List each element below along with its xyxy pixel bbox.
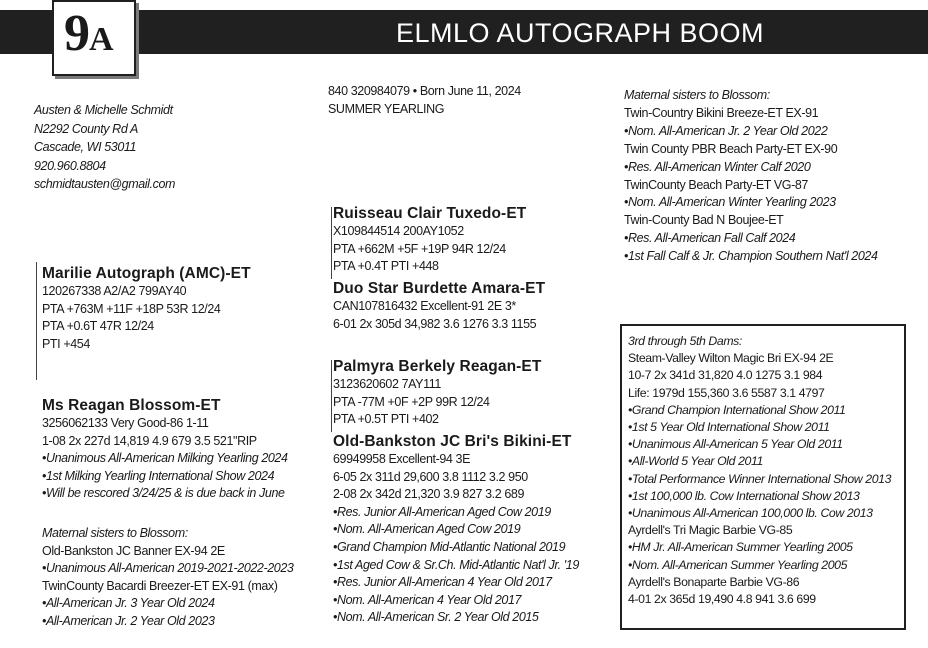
- ancestor-dam-name: Ayrdell's Bonaparte Barbie VG-86: [628, 574, 800, 589]
- lot-number-suffix: A: [89, 21, 113, 58]
- dam-dam-award: •Nom. All-American 4 Year Old 2017: [333, 592, 522, 607]
- ancestor-dams-block: [628, 333, 891, 608]
- registration-birthdate: 840 320984079 • Born June 11, 2024: [328, 84, 521, 98]
- sister-note: •1st Fall Calf & Jr. Champion Southern Nat'l 2024: [624, 249, 878, 264]
- title-bar: [0, 10, 928, 54]
- sire-dam-block: [333, 279, 545, 333]
- ancestor-dam-award: •Total Performance Winner International Show 2013: [628, 471, 892, 486]
- page-title: ELMLO AUTOGRAPH BOOM: [395, 18, 765, 48]
- owner-line: Cascade, WI 53011: [34, 140, 137, 155]
- sire-block: [42, 264, 251, 353]
- ancestor-dam-award: •1st 100,000 lb. Cow International Show 2013: [628, 488, 860, 503]
- dam-sire-line: 3123620602 7AY111: [333, 377, 441, 391]
- dam-award: •Will be rescored 3/24/25 & is due back in June: [42, 486, 285, 501]
- owner-info: [34, 101, 175, 194]
- ancestor-dams-heading: 3rd through 5th Dams:: [628, 334, 742, 348]
- dam-award: •1st Milking Yearling International Show 2024: [42, 468, 275, 483]
- sire-sire-name: Ruisseau Clair Tuxedo-ET: [333, 205, 527, 222]
- dam-name: Ms Reagan Blossom-ET: [42, 397, 221, 414]
- sire-line: PTI +454: [42, 336, 90, 351]
- dam-sisters-block: [42, 525, 293, 631]
- ancestor-dam-award: •Unanimous All-American 100,000 lb. Cow 2013: [628, 506, 873, 521]
- dam-dam-name: Old-Bankston JC Bri's Bikini-ET: [333, 433, 572, 450]
- sister-note: •Unanimous All-American 2019-2021-2022-2023: [42, 561, 294, 576]
- sister-note: •Res. All-American Fall Calf 2024: [624, 231, 796, 246]
- ancestor-dam-award: •Nom. All-American Summer Yearling 2005: [628, 557, 848, 572]
- dam-dam-line: 6-05 2x 311d 29,600 3.8 1112 3.2 950: [333, 469, 528, 484]
- dam-dam-award: •Res. Junior All-American Aged Cow 2019: [333, 504, 551, 519]
- blossom-sisters-heading: Maternal sisters to Blossom:: [624, 88, 770, 102]
- dam-dam-block: [333, 432, 579, 627]
- sire-sire-line: X109844514 200AY1052: [333, 224, 464, 238]
- sister-note: •Nom. All-American Jr. 2 Year Old 2022: [624, 123, 828, 138]
- sire-line: 120267338 A2/A2 799AY40: [42, 284, 187, 298]
- dam-dam-line: 2-08 2x 342d 21,320 3.9 827 3.2 689: [333, 487, 525, 502]
- sister-name: TwinCounty Bacardi Breezer-ET EX-91 (max): [42, 578, 278, 593]
- pedigree-bracket-sire-sire: [331, 207, 332, 279]
- sister-name: TwinCounty Beach Party-ET VG-87: [624, 177, 808, 192]
- owner-email: schmidtausten@gmail.com: [34, 177, 176, 192]
- ancestor-dam-award: •Grand Champion International Show 2011: [628, 402, 846, 417]
- lot-number-box: [52, 0, 136, 76]
- ancestor-dam-award: •1st 5 Year Old International Show 2011: [628, 420, 830, 435]
- ancestor-dam-name: Ayrdell's Tri Magic Barbie VG-85: [628, 523, 793, 538]
- ancestor-dam-award: •HM Jr. All-American Summer Yearling 2005: [628, 540, 853, 555]
- sister-note: •All-American Jr. 2 Year Old 2023: [42, 613, 215, 628]
- sister-name: Old-Bankston JC Banner EX-94 2E: [42, 543, 225, 558]
- dam-dam-award: •1st Aged Cow & Sr.Ch. Mid-Atlantic Nat'l Jr. '19: [333, 557, 579, 572]
- dam-line: 1-08 2x 227d 14,819 4.9 679 3.5 521"RIP: [42, 433, 257, 448]
- sire-dam-line: 6-01 2x 305d 34,982 3.6 1276 3.3 1155: [333, 316, 537, 331]
- sister-name: Twin-Country Bikini Breeze-ET EX-91: [624, 105, 819, 120]
- sire-dam-name: Duo Star Burdette Amara-ET: [333, 280, 546, 297]
- dam-sire-name: Palmyra Berkely Reagan-ET: [333, 358, 542, 375]
- pedigree-bracket-dam-sire: [331, 360, 332, 432]
- dam-dam-award: •Res. Junior All-American 4 Year Old 2017: [333, 575, 552, 590]
- sire-sire-block: [333, 204, 526, 276]
- ancestor-dam-name: Steam-Valley Wilton Magic Bri EX-94 2E: [628, 351, 834, 366]
- sister-name: Twin County PBR Beach Party-ET EX-90: [624, 141, 838, 156]
- animal-info: [328, 83, 521, 118]
- sire-line: PTA +0.6T 47R 12/24: [42, 319, 154, 334]
- lot-number: [64, 4, 113, 70]
- ancestor-dam-record: Life: 1979d 155,360 3.6 5587 3.1 4797: [628, 385, 825, 400]
- ancestor-dam-award: •All-World 5 Year Old 2011: [628, 454, 763, 469]
- dam-dam-award: •Grand Champion Mid-Atlantic National 2019: [333, 539, 566, 554]
- dam-dam-award: •Nom. All-American Sr. 2 Year Old 2015: [333, 610, 539, 625]
- sister-note: •All-American Jr. 3 Year Old 2024: [42, 596, 215, 611]
- sire-sire-line: PTA +0.4T PTI +448: [333, 259, 439, 274]
- dam-sire-line: PTA -77M +0F +2P 99R 12/24: [333, 394, 490, 409]
- dam-sire-block: [333, 357, 541, 429]
- ancestor-dam-award: •Unanimous All-American 5 Year Old 2011: [628, 437, 843, 452]
- blossom-sisters-block: [624, 87, 878, 266]
- dam-sire-line: PTA +0.5T PTI +402: [333, 412, 439, 427]
- class-label: SUMMER YEARLING: [328, 101, 445, 116]
- ancestor-dam-record: 10-7 2x 341d 31,820 4.0 1275 3.1 984: [628, 368, 823, 383]
- ancestor-dam-record: 4-01 2x 365d 19,490 4.8 941 3.6 699: [628, 592, 816, 607]
- sire-line: PTA +763M +11F +18P 53R 12/24: [42, 301, 221, 316]
- sire-dam-line: CAN107816432 Excellent-91 2E 3*: [333, 299, 516, 313]
- dam-sisters-heading: Maternal sisters to Blossom:: [42, 526, 188, 540]
- dam-dam-line: 69949958 Excellent-94 3E: [333, 452, 471, 466]
- sire-sire-line: PTA +662M +5F +19P 94R 12/24: [333, 241, 506, 256]
- dam-line: 3256062133 Very Good-86 1-11: [42, 416, 209, 430]
- sister-name: Twin-County Bad N Boujee-ET: [624, 213, 784, 228]
- dam-award: •Unanimous All-American Milking Yearling 2024: [42, 451, 288, 466]
- owner-line: 920.960.8804: [34, 158, 106, 173]
- owner-line: Austen & Michelle Schmidt: [34, 103, 173, 117]
- pedigree-bracket-sire: [36, 262, 37, 380]
- lot-number-digit: 9: [64, 5, 89, 62]
- owner-line: N2292 County Rd A: [34, 121, 138, 136]
- sister-note: •Res. All-American Winter Calf 2020: [624, 159, 811, 174]
- sire-name: Marilie Autograph (AMC)-ET: [42, 265, 251, 282]
- dam-dam-award: •Nom. All-American Aged Cow 2019: [333, 522, 521, 537]
- dam-block: [42, 396, 288, 503]
- sister-note: •Nom. All-American Winter Yearling 2023: [624, 195, 836, 210]
